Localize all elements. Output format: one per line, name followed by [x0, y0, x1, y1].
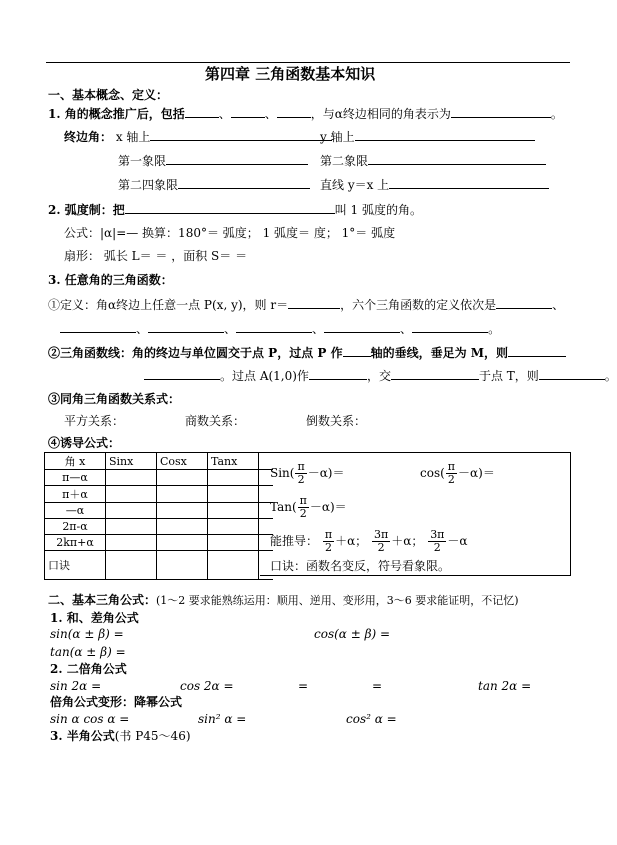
definition-line: ①定义：角α终边上任意一点 P(x, y)，则 r＝ ，六个三角函数的定义依次是 、	[48, 298, 565, 312]
table-row: —α	[45, 503, 274, 519]
sin-double: sin 2α =	[50, 679, 102, 693]
cos-sum-diff: cos(α ± β) =	[314, 627, 391, 641]
trig-line-row-1: ②三角函数线：角的终边与单位圆交于点 P，过点 P 作 轴的垂线，垂足为 M，则	[48, 344, 566, 361]
top-rule	[46, 62, 570, 63]
trig-def-heading: 3. 任意角的三角函数：	[48, 273, 173, 287]
terminal-row-1: 终边角： x 轴上	[64, 128, 332, 145]
cos-double: cos 2α =	[180, 679, 234, 693]
sin-sum-diff: sin(α ± β) =	[50, 627, 124, 641]
sector-row: 扇形： 弧长 L＝ ＝ ，面积 S＝ ＝	[64, 249, 248, 263]
sin-formula: Sin( $\frac{\pi}{2}$ －α)＝	[270, 460, 345, 486]
rel-square: 平方关系：	[64, 414, 125, 428]
page-title: 第四章 三角函数基本知识	[205, 65, 376, 83]
tan-sum-diff: tan(α ± β) =	[50, 645, 126, 659]
y-axis-row: y 轴上	[320, 128, 535, 145]
induction-heading: ④诱导公式：	[48, 436, 121, 450]
sin-cos-product: sin α cos α =	[50, 712, 130, 726]
same-angle-heading: ③同角三角函数关系式：	[48, 392, 181, 406]
table-row: π＋α	[45, 486, 274, 503]
line-yx-row: 直线 y＝x 上	[320, 176, 549, 193]
tan-formula: Tan( $\frac{\pi}{2}$ －α)＝	[270, 494, 347, 520]
table-row: π—α	[45, 470, 274, 486]
cos-squared: cos² α =	[346, 712, 397, 726]
double-angle-heading: 2. 二倍角公式	[50, 662, 127, 676]
sin-squared: sin² α =	[198, 712, 247, 726]
q1-row: 第一象限	[118, 152, 308, 169]
section-2-heading: 二、基本三角公式：(1～2 要求能熟练运用：顺用、逆用、变形用，3～6 要求能证明，不记忆)	[48, 593, 519, 607]
rel-quotient: 商数关系：	[185, 414, 246, 428]
table-row: 2kπ+α	[45, 535, 274, 551]
rel-reciprocal: 倒数关系：	[306, 414, 367, 428]
table-row: 2π-α	[45, 519, 274, 535]
concept-line: 1. 角的概念推广后，包括 、 、 ，与α终边相同的角表示为 。	[48, 107, 563, 121]
half-angle-heading: 3. 半角公式(书 P45～46)	[50, 729, 191, 743]
tan-double: tan 2α =	[478, 679, 532, 693]
equals-2: =	[372, 679, 383, 693]
definition-line-2: 、 、 、 、 。	[60, 320, 500, 337]
table-header: Tanx	[208, 453, 259, 470]
table-header: 角 x	[45, 453, 106, 470]
table-row: 口诀	[45, 551, 274, 580]
equals-1: =	[298, 679, 309, 693]
derive-formula: 能推导： $\frac{\pi}{2}$ ＋α； $\frac{3\pi}{2}$ ＋α； $\frac{3\pi}{2}$ －α	[270, 528, 468, 554]
table-header: Sinx	[106, 453, 157, 470]
cos-formula: cos( $\frac{\pi}{2}$ －α)＝	[420, 460, 495, 486]
mnemonic: 口诀：函数名变反，符号看象限。	[270, 559, 451, 573]
sum-diff-heading: 1. 和、差角公式	[50, 611, 139, 625]
trig-line-row-2: 。过点 A(1,0)作 ，交 于点 T，则 。	[144, 367, 617, 384]
q24-row: 第二四象限	[118, 176, 310, 193]
q2-row: 第二象限	[320, 152, 546, 169]
formula-row: 公式：|α|=— 换算：180°＝ 弧度； 1 弧度＝ 度； 1°＝ 弧度	[64, 226, 396, 240]
table-header: Cosx	[157, 453, 208, 470]
induction-table	[44, 452, 273, 580]
power-reduction-heading: 倍角公式变形：降幂公式	[50, 695, 183, 709]
radian-line: 2. 弧度制：把 叫 1 弧度的角。	[48, 203, 422, 217]
section-1-heading: 一、基本概念、定义：	[48, 88, 169, 102]
table-header-row	[45, 453, 274, 470]
